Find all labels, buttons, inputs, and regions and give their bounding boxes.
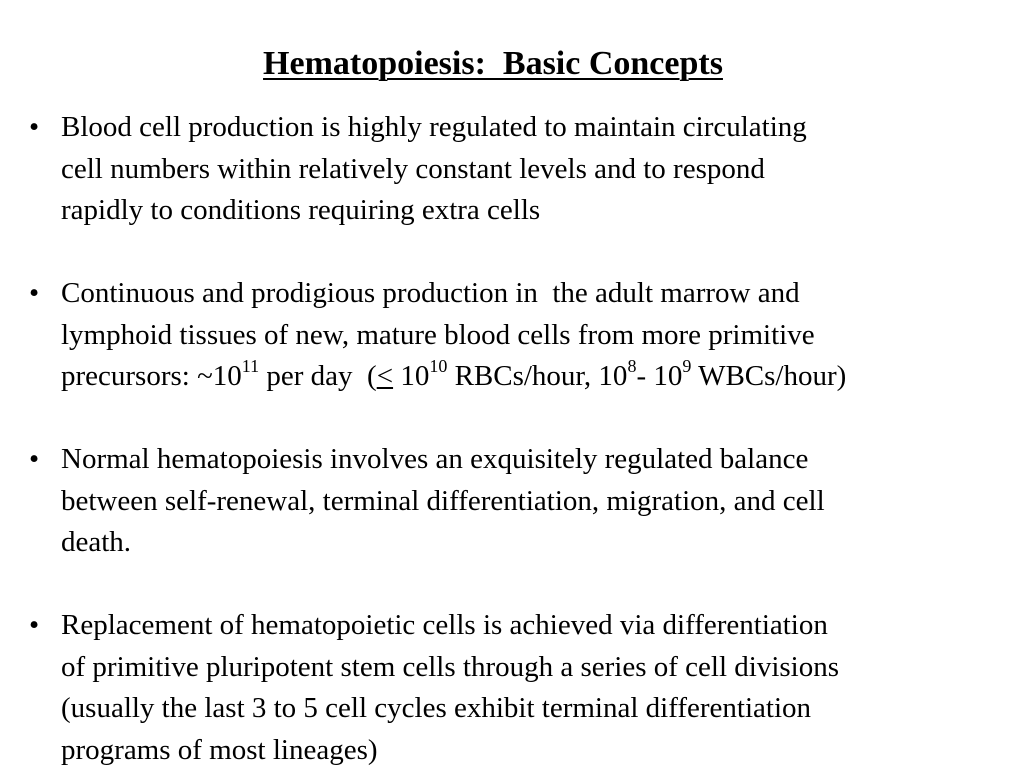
formula-text: RBCs/hour, 10: [447, 360, 627, 392]
formula-text: precursors: ~10: [61, 360, 242, 392]
formula-text: WBCs/hour): [691, 360, 846, 392]
bullet-item: [0, 605, 1024, 771]
formula-text: 10: [393, 360, 429, 392]
bullet-dot-icon: •: [29, 605, 39, 647]
text-line: rapidly to conditions requiring extra cells: [61, 190, 1024, 232]
text-line: (usually the last 3 to 5 cell cycles exhibit terminal differentiation: [61, 688, 1024, 730]
formula-text: - 10: [636, 360, 682, 392]
text-line: Continuous and prodigious production in the adult marrow and: [61, 273, 1024, 315]
formula-text: per day (: [259, 360, 377, 392]
text-line: Replacement of hematopoietic cells is achieved via differentiation: [61, 605, 1024, 647]
text-line: lymphoid tissues of new, mature blood cells from more primitive: [61, 315, 1024, 357]
bullet-text: [61, 273, 1024, 398]
text-line: between self-renewal, terminal differentiation, migration, and cell: [61, 481, 1024, 523]
exponent: 8: [627, 356, 636, 376]
bullet-list: [0, 107, 1024, 771]
text-line: Normal hematopoiesis involves an exquisitely regulated balance: [61, 439, 1024, 481]
bullet-text: [61, 605, 1024, 771]
bullet-dot-icon: •: [29, 273, 39, 315]
text-line: Blood cell production is highly regulated to maintain circulating: [61, 107, 1024, 149]
bullet-dot-icon: •: [29, 439, 39, 481]
production-rate-line: [61, 356, 1024, 398]
slide-title: Hematopoiesis: Basic Concepts: [0, 44, 986, 84]
bullet-item: [0, 107, 1024, 232]
text-line: death.: [61, 522, 1024, 564]
bullet-item: [0, 273, 1024, 398]
bullet-text: [61, 439, 1024, 564]
less-than-or-equal-symbol: <: [377, 360, 393, 392]
exponent: 10: [429, 356, 447, 376]
exponent: 9: [682, 356, 691, 376]
text-line: programs of most lineages): [61, 730, 1024, 771]
text-line: cell numbers within relatively constant levels and to respond: [61, 149, 1024, 191]
exponent: 11: [242, 356, 259, 376]
bullet-text: [61, 107, 1024, 232]
text-line: of primitive pluripotent stem cells through a series of cell divisions: [61, 647, 1024, 689]
bullet-item: [0, 439, 1024, 564]
bullet-dot-icon: •: [29, 107, 39, 149]
